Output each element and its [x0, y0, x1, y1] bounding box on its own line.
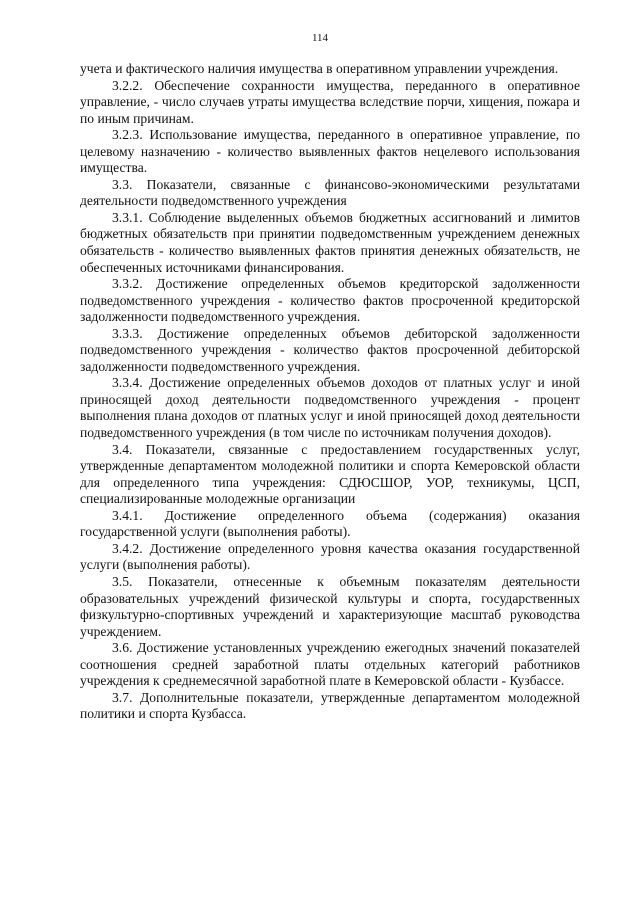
paragraph-3-4-2: 3.4.2. Достижение определенного уровня качества оказания государственной услуги (выполнения работы).: [80, 540, 580, 573]
paragraph-3-2-3: 3.2.3. Использование имущества, переданного в оперативное управление, по целевому назначению - количество выявленных фактов нецелевого использования имущества.: [80, 127, 580, 176]
paragraph-3-3-1: 3.3.1. Соблюдение выделенных объемов бюджетных ассигнований и лимитов бюджетных обязательств при принятии подведомственным учреждением денежных обязательств - количество выявленных фактов принятия денежных обязательств, не обеспеченных источниками финансирования.: [80, 209, 580, 275]
paragraph-3-4-1: 3.4.1. Достижение определенного объема (содержания) оказания государственной услуги (выполнения работы).: [80, 507, 580, 540]
paragraph-3-2-2: 3.2.2. Обеспечение сохранности имущества, переданного в оперативное управление, - число случаев утраты имущества вследствие порчи, хищения, пожара и по иным причинам.: [80, 77, 580, 126]
paragraph-3-6: 3.6. Достижение установленных учреждению ежегодных значений показателей соотношения средней заработной платы отдельных категорий работников учреждения к среднемесячной заработной плате в Кемеровской области - Кузбассе.: [80, 640, 580, 689]
paragraph-3-3-4: 3.3.4. Достижение определенных объемов доходов от платных услуг и иной приносящей доход деятельности подведомственного учреждения - процент выполнения плана доходов от платных услуг и иной приносящей доход деятельности подведомственного учреждения (в том числе по источникам получения доходов).: [80, 375, 580, 441]
document-body: [80, 61, 580, 723]
page-number: 114: [311, 32, 329, 44]
paragraph-3-3: 3.3. Показатели, связанные с финансово-экономическими результатами деятельности подведомственного учреждения: [80, 176, 580, 209]
paragraph-continuation: учета и фактического наличия имущества в оперативном управлении учреждения.: [80, 61, 559, 76]
paragraph-3-4: 3.4. Показатели, связанные с предоставлением государственных услуг, утвержденные департаментом молодежной политики и спорта Кемеровской области для определенного типа учреждения: СДЮСШОР, УОР, техникумы, ЦСП, специализированные молодежные организации: [80, 441, 580, 507]
paragraph-3-5: 3.5. Показатели, отнесенные к объемным показателям деятельности образовательных учреждений физической культуры и спорта, государственных физкультурно-спортивных учреждений и характеризующие масштаб руководства учреждением.: [80, 573, 580, 639]
paragraph-3-3-2: 3.3.2. Достижение определенных объемов кредиторской задолженности подведомственного учреждения - количество фактов просроченной кредиторской задолженности подведомственного учреждения.: [80, 276, 580, 325]
paragraph-3-3-3: 3.3.3. Достижение определенных объемов дебиторской задолженности подведомственного учреждения - количество фактов просроченной дебиторской задолженности подведомственного учреждения.: [80, 325, 580, 374]
paragraph-3-7: 3.7. Дополнительные показатели, утвержденные департаментом молодежной политики и спорта Кузбасса.: [80, 689, 580, 722]
